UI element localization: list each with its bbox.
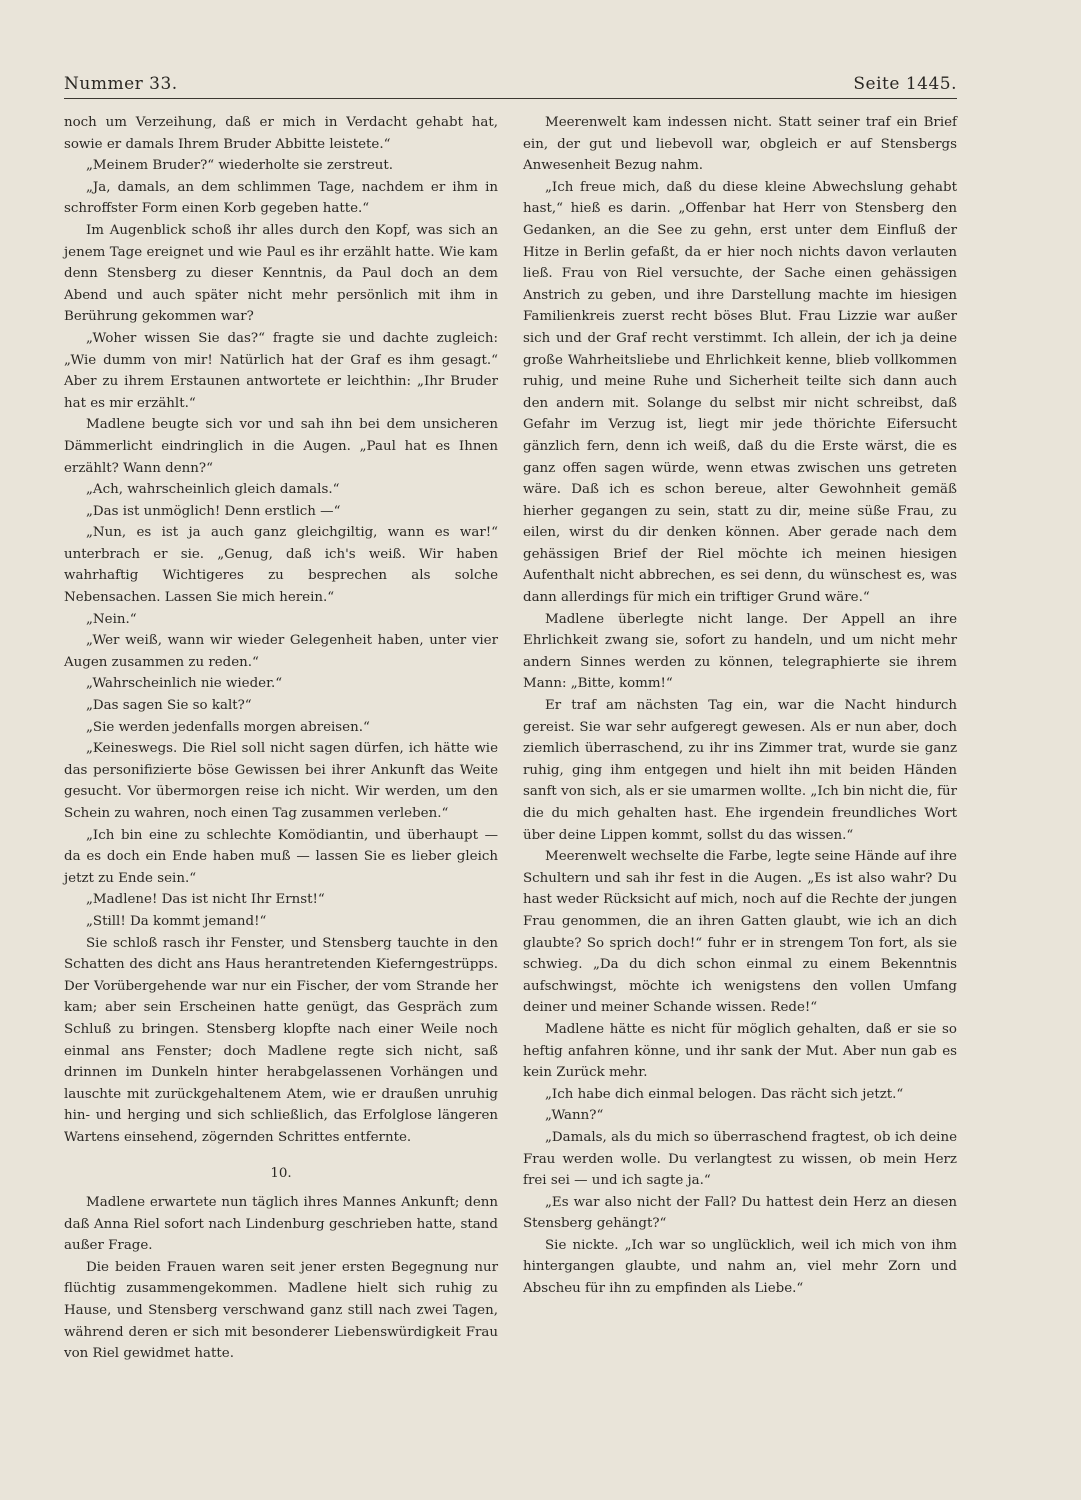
paragraph: „Ich freue mich, daß du diese kleine Abwechslung gehabt hast,“ hieß es darin. „Offenbar hat Herr von Stensberg den Gedanken, an die See zu gehn, erst unter dem Einfluß der Hitze in Berlin gefaßt, da er hier noch nichts davon verlauten ließ. Frau von Riel versuchte, der Sache einen gehässigen Anstrich zu geben, und ihre Darstellung machte im hiesigen Familienkreis zuerst recht böses Blut. Frau Lizzie war außer sich und der Graf recht verstimmt. Ich allein, der ich ja deine große Wahrheitsliebe und Ehrlichkeit kenne, blieb vollkommen ruhig, und meine Ruhe und Sicherheit teilte sich dann auch den andern mit. Solange du selbst mir nicht schreibst, daß Gefahr im Verzug ist, liegt mir jede thörichte Eifersucht gänzlich fern, denn ich weiß, daß du die Erste wärst, die es ganz offen sagen würde, wenn etwas zwischen uns getreten wäre. Daß ich es schon bereue, alter Gewohnheit gemäß hierher gegangen zu sein, statt zu dir, meine süße Frau, zu eilen, wirst du dir denken können. Aber gerade nach dem gehässigen Brief der Riel möchte ich meinen hiesigen Aufenthalt nicht abbrechen, es sei denn, du wünschest es, was dann allerdings für mich ein triftiger Grund wäre.“ — [523, 179, 957, 606]
right-column — [523, 112, 957, 1300]
header-page-number: Seite 1445. — [853, 74, 957, 94]
paragraph: „Das sagen Sie so kalt?“ — [86, 698, 252, 714]
paragraph: „Still! Da kommt jemand!“ — [86, 913, 267, 929]
paragraph: noch um Verzeihung, daß er mich in Verdacht gehabt hat, sowie er damals Ihrem Bruder Abbitte leistete.“ — [64, 115, 498, 152]
paragraph: Sie schloß rasch ihr Fenster, und Stensberg tauchte in den Schatten des dicht ans Haus herantretenden Kieferngestrüpps. Der Vorübergehende war nur ein Fischer, der vom Strande her kam; aber sein Erscheinen hatte genügt, das Gespräch zum Schluß zu bringen. Stensberg klopfte nach einer Weile noch einmal ans Fenster; doch Madlene regte sich nicht, saß drinnen im Dunkeln hinter herabgelassenen Vorhängen und lauschte mit zurückgehaltenem Atem, wie er draußen unruhig hin- und herging und sich schließlich, das Erfolglose längeren Wartens einsehend, zögernden Schrittes entfernte. — [64, 935, 498, 1145]
left-column — [64, 112, 498, 1365]
paragraph: Meerenwelt wechselte die Farbe, legte seine Hände auf ihre Schultern und sah ihr fest in die Augen. „Es ist also wahr? Du hast weder Rücksicht auf mich, noch auf die Rechte der jungen Frau genommen, die an ihren Gatten glaubt, wie ich an dich glaubte? So sprich doch!“ fuhr er in strengem Ton fort, als sie schwieg. „Da du dich schon einmal zu einem Bekenntnis aufschwingst, möchte ich wenigstens den vollen Umfang deiner und meiner Schande wissen. Rede!“ — [523, 849, 957, 1016]
paragraph: „Keineswegs. Die Riel soll nicht sagen dürfen, ich hätte wie das personifizierte böse Gewissen bei ihrer Ankunft das Weite gesucht. Vor übermorgen reise ich nicht. Wir werden, um den Schein zu wahren, noch einen Tag zusammen verleben.“ — [64, 741, 498, 821]
paragraph: Er traf am nächsten Tag ein, war die Nacht hindurch gereist. Sie war sehr aufgeregt gewesen. Als er nun aber, doch ziemlich überraschend, zu ihr ins Zimmer trat, wurde sie ganz ruhig, ging ihm entgegen und hielt ihn mit beiden Händen sanft von sich, als er sie umarmen wollte. „Ich bin nicht die, für die du mich gehalten hast. Ehe irgendein freundliches Wort über deine Lippen kommt, sollst du das wissen.“ — [523, 698, 957, 843]
paragraph: „Woher wissen Sie das?“ fragte sie und dachte zugleich: „Wie dumm von mir! Natürlich hat der Graf es ihm gesagt.“ Aber zu ihrem Erstaunen antwortete er leichthin: „Ihr Bruder hat es mir erzählt.“ — [64, 330, 498, 411]
paragraph: Im Augenblick schoß ihr alles durch den Kopf, was sich an jenem Tage ereignet und wie Paul es ihr erzählt hatte. Wie kam denn Stensberg zu dieser Kenntnis, da Paul doch an dem Abend und auch später nicht mehr persönlich mit ihm in Berührung gekommen war? — [64, 222, 498, 325]
paragraph: „Damals, als du mich so überraschend fragtest, ob ich deine Frau werden wolle. Du verlangtest zu wissen, ob mein Herz frei sei — und ich sagte ja.“ — [523, 1129, 957, 1189]
paragraph: Madlene erwartete nun täglich ihres Mannes Ankunft; denn daß Anna Riel sofort nach Lindenburg geschrieben hatte, stand außer Frage. — [64, 1195, 498, 1254]
paragraph: „Ja, damals, an dem schlimmen Tage, nachdem er ihm in schroffster Form einen Korb gegeben hatte.“ — [64, 179, 498, 217]
paragraph: „Madlene! Das ist nicht Ihr Ernst!“ — [86, 892, 325, 908]
header-rule — [64, 98, 957, 99]
paragraph: „Es war also nicht der Fall? Du hattest dein Herz an diesen Stensberg gehängt?“ — [523, 1194, 957, 1232]
paragraph: „Meinem Bruder?“ wiederholte sie zerstreut. — [86, 158, 394, 174]
paragraph: „Das ist unmöglich! Denn erstlich —“ — [86, 503, 341, 519]
paragraph: Die beiden Frauen waren seit jener ersten Begegnung nur flüchtig zusammengekommen. Madlene hielt sich ruhig zu Hause, und Stensberg verschwand ganz still nach zwei Tagen, während deren er sich mit besonderer Liebenswürdigkeit Frau von Riel gewidmet hatte. — [64, 1259, 498, 1362]
paragraph: „Sie werden jedenfalls morgen abreisen.“ — [86, 719, 370, 735]
paragraph: „Wer weiß, wann wir wieder Gelegenheit haben, unter vier Augen zusammen zu reden.“ — [64, 633, 498, 670]
paragraph: Madlene beugte sich vor und sah ihn bei dem unsicheren Dämmerlicht eindringlich in die Augen. „Paul hat es Ihnen erzählt? Wann denn?“ — [64, 417, 498, 476]
header-journal-number: Nummer 33. — [64, 74, 178, 94]
paragraph: „Ich bin eine zu schlechte Komödiantin, und überhaupt — da es doch ein Ende haben muß — lassen Sie es lieber gleich jetzt zu Ende sein.“ — [64, 827, 498, 886]
paragraph: „Nein.“ — [86, 611, 137, 627]
paragraph: „Wann?“ — [545, 1108, 604, 1124]
paragraph: „Ich habe dich einmal belogen. Das rächt sich jetzt.“ — [545, 1086, 904, 1102]
paragraph: Madlene überlegte nicht lange. Der Appell an ihre Ehrlichkeit zwang sie, sofort zu handeln, und um nicht mehr andern Sinnes werden zu können, telegraphierte sie ihrem Mann: „Bitte, komm!“ — [523, 611, 957, 692]
paragraph: „Nun, es ist ja auch ganz gleichgiltig, wann es war!“ unterbrach er sie. „Genug, daß ich's weiß. Wir haben wahrhaftig Wichtigeres zu besprechen als solche Nebensachen. Lassen Sie mich herein.“ — [64, 525, 498, 606]
paragraph: Meerenwelt kam indessen nicht. Statt seiner traf ein Brief ein, der gut und liebevoll war, obgleich er auf Stensbergs Anwesenheit Bezug nahm. — [523, 115, 957, 174]
paragraph: „Ach, wahrscheinlich gleich damals.“ — [86, 482, 340, 498]
paragraph: Sie nickte. „Ich war so unglücklich, weil ich mich von ihm hintergangen glaubte, und nahm an, viel mehr Zorn und Abscheu für ihn zu empfinden als Liebe.“ — [523, 1237, 957, 1297]
section-number: 10. — [270, 1165, 292, 1181]
paragraph: Madlene hätte es nicht für möglich gehalten, daß er sie so heftig anfahren könne, und ihr sank der Mut. Aber nun gab es kein Zurück mehr. — [523, 1021, 957, 1081]
paragraph: „Wahrscheinlich nie wieder.“ — [86, 676, 283, 692]
